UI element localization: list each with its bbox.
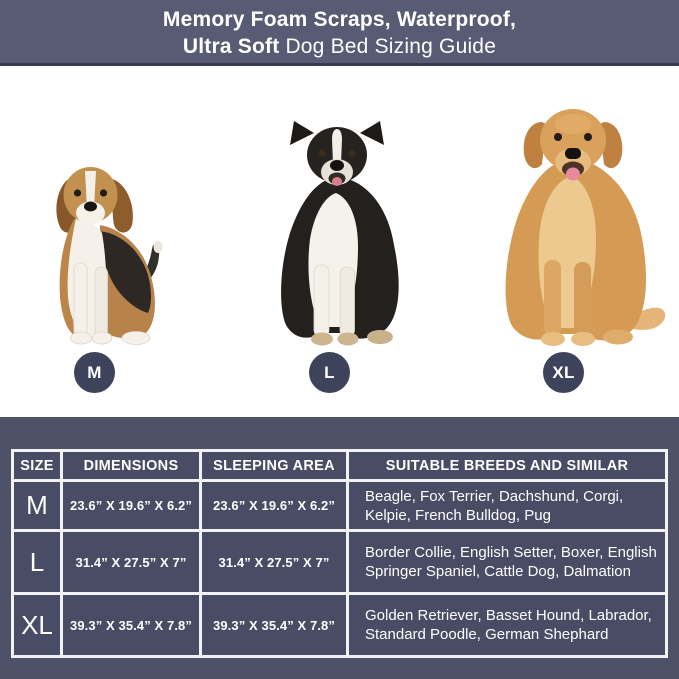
- size-badge-xl: XL: [543, 352, 584, 393]
- table-row-xl-size: XL: [14, 595, 60, 655]
- table-row-l-dimensions: 31.4” X 27.5” X 7”: [63, 532, 199, 592]
- dog-photos-section: [0, 69, 679, 417]
- table-row-l-breeds: Border Collie, English Setter, Boxer, English Springer Spaniel, Cattle Dog, Dalmation: [349, 532, 665, 592]
- table-row-l-size: L: [14, 532, 60, 592]
- table-row-m-dimensions: 23.6” X 19.6” X 6.2”: [63, 482, 199, 529]
- table-row-l-sleeping-area: 31.4” X 27.5” X 7”: [202, 532, 346, 592]
- border-collie-dog-photo: [262, 115, 412, 350]
- sizing-table: [11, 449, 668, 658]
- sizing-table-section: [0, 417, 679, 679]
- table-row-m-sleeping-area: 23.6” X 19.6” X 6.2”: [202, 482, 346, 529]
- page-title-line-2-bold: Ultra Soft: [182, 35, 280, 58]
- table-row-xl-dimensions: 39.3” X 35.4” X 7.8”: [63, 595, 199, 655]
- table-row-m-size: M: [14, 482, 60, 529]
- table-header-breeds: SUITABLE BREEDS AND SIMILAR: [349, 452, 665, 479]
- table-header-dimensions: DIMENSIONS: [63, 452, 199, 479]
- page-title-line-2-rest: Dog Bed Sizing Guide: [279, 35, 497, 58]
- beagle-dog-photo: [38, 147, 168, 347]
- page-title-line-2: [0, 33, 679, 60]
- table-row-xl-sleeping-area: 39.3” X 35.4” X 7.8”: [202, 595, 346, 655]
- page-title-line-1: Memory Foam Scraps, Waterproof,: [162, 8, 517, 31]
- title-banner: [0, 0, 679, 66]
- table-header-size: SIZE: [14, 452, 60, 479]
- size-badge-l: L: [309, 352, 350, 393]
- size-badge-m: M: [74, 352, 115, 393]
- table-row-m-breeds: Beagle, Fox Terrier, Dachshund, Corgi, Kelpie, French Bulldog, Pug: [349, 482, 665, 529]
- table-row-xl-breeds: Golden Retriever, Basset Hound, Labrador, Standard Poodle, German Shephard: [349, 595, 665, 655]
- golden-retriever-dog-photo: [478, 92, 668, 352]
- table-header-sleeping-area: SLEEPING AREA: [202, 452, 346, 479]
